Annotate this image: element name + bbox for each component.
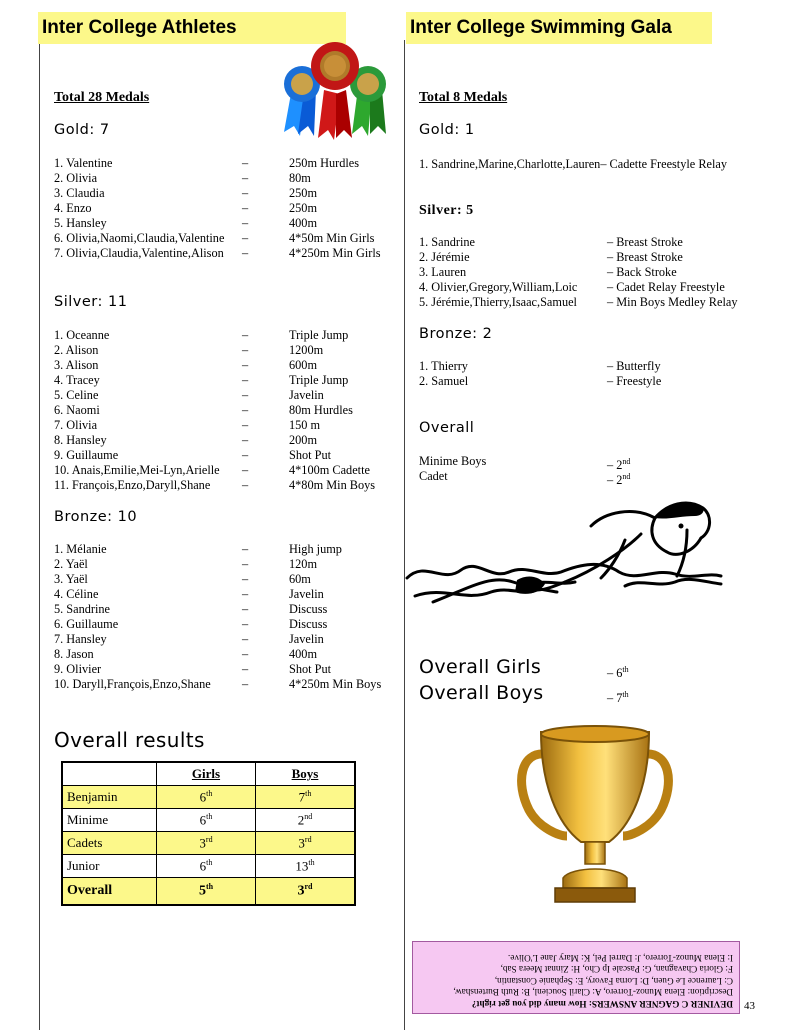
item-name: 9. Guillaume: [54, 448, 119, 462]
item-event: Shot Put: [289, 662, 332, 676]
list-item: [54, 602, 394, 617]
list-item: [54, 632, 394, 647]
list-item: [54, 246, 394, 261]
item-event: 4*100m Cadette: [289, 463, 370, 477]
item-dash: –: [242, 201, 249, 215]
list-item: [54, 617, 394, 632]
item-event: 1200m: [289, 343, 324, 357]
item-name: 4. Enzo: [54, 201, 92, 215]
item-event: – Freestyle: [607, 374, 662, 388]
item-dash: –: [242, 433, 249, 447]
list-item: [54, 231, 394, 246]
list-item: [419, 265, 749, 280]
item-name: 7. Olivia,Claudia,Valentine,Alison: [54, 246, 224, 260]
item-name: 8. Jason: [54, 647, 94, 661]
item-event: 4*250m Min Girls: [289, 246, 381, 260]
item-name: 6. Naomi: [54, 403, 100, 417]
list-item: [419, 235, 749, 250]
item-name: 6. Olivia,Naomi,Claudia,Valentine: [54, 231, 225, 245]
item-name: 8. Hansley: [54, 433, 107, 447]
item-name: 2. Olivia: [54, 171, 98, 185]
item-dash: –: [242, 216, 249, 230]
item-event: Discuss: [289, 602, 328, 616]
list-item: [54, 328, 394, 343]
item-name: 4. Tracey: [54, 373, 100, 387]
left-column-rule: [39, 40, 40, 1030]
item-event: – Back Stroke: [607, 265, 677, 279]
item-dash: –: [242, 557, 249, 571]
item-dash: –: [242, 231, 249, 245]
list-item: [54, 373, 394, 388]
overall-girls-value: – 6th: [607, 665, 629, 681]
swimming-bronze-heading: Bronze: 2: [419, 326, 493, 342]
item-dash: –: [242, 463, 249, 477]
table-row: [62, 809, 355, 832]
item-event: Discuss: [289, 617, 328, 631]
overall-boys-label: Overall Boys: [419, 682, 544, 704]
list-item: [54, 557, 394, 572]
item-name: 5. Jérémie,Thierry,Isaac,Samuel: [419, 295, 577, 309]
answers-line: F: Gloria Chavagnan, G: Pascale Ip Cho, H: Zinnat Meera Sab,: [500, 964, 733, 975]
item-event: 80m: [289, 171, 311, 185]
girls-cell: 5th: [157, 878, 256, 906]
item-event: 600m: [289, 358, 318, 372]
item-event: – Butterfly: [607, 359, 661, 373]
item-dash: –: [242, 572, 249, 586]
answers-line: DEVINER C GAGNER ANSWERS: How many did you get right?: [471, 999, 733, 1009]
item-dash: –: [242, 171, 249, 185]
item-event: 4*250m Min Boys: [289, 677, 382, 691]
item-name: 3. Lauren: [419, 265, 467, 279]
item-name: 9. Olivier: [54, 662, 102, 676]
list-item: [54, 358, 394, 373]
item-dash: –: [242, 358, 249, 372]
swimming-overall-heading: Overall: [419, 420, 475, 436]
item-dash: –: [242, 186, 249, 200]
list-item: [419, 280, 749, 295]
swimming-gold-heading: Gold: 1: [419, 122, 475, 138]
girls-cell: 6th: [157, 786, 256, 809]
item-event: – Min Boys Medley Relay: [607, 295, 738, 309]
list-item: [419, 250, 749, 265]
list-item: [419, 374, 749, 389]
item-name: 6. Guillaume: [54, 617, 119, 631]
athletes-bronze-heading: Bronze: 10: [54, 509, 138, 525]
list-item: [54, 186, 394, 201]
item-event: 120m: [289, 557, 318, 571]
list-item: [54, 171, 394, 186]
item-dash: –: [242, 343, 249, 357]
item-name: 11. François,Enzo,Daryll,Shane: [54, 478, 211, 492]
item-dash: –: [242, 403, 249, 417]
item-name: Cadet: [419, 469, 448, 483]
item-name: 2. Yaël: [54, 557, 88, 571]
item-event: Javelin: [289, 632, 324, 646]
answers-line: I: Elena Munoz-Torrero, J: Darrel Pel, K: Mary Jane L'Olive.: [507, 953, 733, 963]
list-item: [54, 201, 394, 216]
list-item: [54, 343, 394, 358]
girls-cell: 3rd: [157, 832, 256, 855]
item-event: – Breast Stroke: [607, 235, 683, 249]
item-name: 10. Anais,Emilie,Mei-Lyn,Arielle: [54, 463, 220, 477]
item-event: 150 m: [289, 418, 321, 432]
item-dash: –: [242, 448, 249, 462]
list-item: [419, 469, 679, 488]
item-name: 3. Claudia: [54, 186, 105, 200]
item-event: – Breast Stroke: [607, 250, 683, 264]
item-dash: –: [242, 617, 249, 631]
list-item: [54, 156, 394, 171]
list-item: [54, 587, 394, 602]
item-dash: –: [242, 328, 249, 342]
list-item: [54, 433, 394, 448]
overall-boys-value: – 7th: [607, 690, 629, 706]
item-name: 1. Valentine: [54, 156, 113, 170]
table-header-cell: [62, 762, 157, 786]
item-event: Javelin: [289, 388, 324, 402]
trophy-illustration: [515, 724, 675, 908]
item-event: Shot Put: [289, 448, 332, 462]
item-dash: –: [242, 647, 249, 661]
boys-cell: 3rd: [256, 832, 356, 855]
item-name: 2. Samuel: [419, 374, 469, 388]
item-event: Triple Jump: [289, 373, 349, 387]
swimming-total: Total 8 Medals: [419, 90, 508, 105]
item-event: High jump: [289, 542, 342, 556]
swimmer-illustration: [405, 490, 725, 620]
list-item: [54, 542, 394, 557]
item-value: – 2nd: [607, 472, 631, 488]
overall-results-table: [61, 761, 356, 906]
item-event: 80m Hurdles: [289, 403, 353, 417]
item-event: – Cadet Relay Freestyle: [607, 280, 725, 294]
item-name: 1. Oceanne: [54, 328, 110, 342]
girls-cell: 6th: [157, 855, 256, 878]
list-item: [54, 418, 394, 433]
athletes-silver-heading: Silver: 11: [54, 294, 128, 310]
item-event: 200m: [289, 433, 318, 447]
girls-cell: 6th: [157, 809, 256, 832]
row-label: Minime: [62, 809, 157, 832]
list-item: [419, 454, 679, 473]
item-dash: –: [242, 677, 249, 691]
list-item: [54, 647, 394, 662]
item-event: Javelin: [289, 587, 324, 601]
list-item: [54, 216, 394, 231]
row-label: Overall: [62, 878, 157, 906]
item-event: 250m Hurdles: [289, 156, 360, 170]
item-event: 4*50m Min Girls: [289, 231, 375, 245]
item-dash: –: [242, 542, 249, 556]
boys-cell: 2nd: [256, 809, 356, 832]
item-name: 1. Thierry: [419, 359, 468, 373]
row-label: Junior: [62, 855, 157, 878]
item-dash: –: [242, 373, 249, 387]
item-dash: –: [242, 478, 249, 492]
list-item: [54, 677, 394, 692]
item-event: 250m: [289, 186, 318, 200]
table-row: [62, 786, 355, 809]
table-header-cell: Girls: [157, 762, 256, 786]
item-event: 400m: [289, 647, 318, 661]
swimming-gold-line: 1. Sandrine,Marine,Charlotte,Lauren– Cadette Freestyle Relay: [419, 157, 728, 171]
list-item: [419, 295, 749, 310]
swimming-silver-heading: Silver: 5: [419, 203, 474, 218]
medals-illustration: [278, 40, 390, 140]
item-dash: –: [242, 246, 249, 260]
answers-line: C: Laurence Le Guen, D: Lorna Favory, E: Sephanie Constantin,: [494, 976, 733, 986]
list-item: [419, 359, 749, 374]
athletes-title: Inter College Athletes: [38, 12, 346, 44]
item-name: 4. Céline: [54, 587, 99, 601]
item-event: 250m: [289, 201, 318, 215]
item-name: Minime Boys: [419, 454, 487, 468]
swimming-title: Inter College Swimming Gala: [406, 12, 712, 44]
item-name: 1. Sandrine: [419, 235, 476, 249]
item-dash: –: [242, 418, 249, 432]
table-row: [62, 878, 355, 906]
item-name: 5. Sandrine: [54, 602, 111, 616]
item-dash: –: [242, 587, 249, 601]
row-label: Cadets: [62, 832, 157, 855]
item-name: 7. Hansley: [54, 632, 107, 646]
boys-cell: 3rd: [256, 878, 356, 906]
item-name: 5. Hansley: [54, 216, 107, 230]
item-name: 2. Jérémie: [419, 250, 470, 264]
list-item: [54, 572, 394, 587]
item-dash: –: [242, 662, 249, 676]
list-item: [54, 662, 394, 677]
athletes-total: Total 28 Medals: [54, 90, 150, 105]
table-header-row: [62, 762, 355, 786]
item-event: 60m: [289, 572, 311, 586]
item-value: – 2nd: [607, 457, 631, 473]
boys-cell: 13th: [256, 855, 356, 878]
item-name: 3. Yaël: [54, 572, 88, 586]
item-name: 1. Mélanie: [54, 542, 107, 556]
athletes-gold-heading: Gold: 7: [54, 122, 110, 138]
list-item: [54, 478, 394, 493]
answers-line: Description: Elena Munoz-Torrero, A: Claril Soucienl, B: Ruth Burtenshaw,: [453, 987, 733, 998]
item-dash: –: [242, 632, 249, 646]
item-dash: –: [242, 602, 249, 616]
overall-girls-label: Overall Girls: [419, 656, 542, 678]
item-name: 2. Alison: [54, 343, 99, 357]
table-row: [62, 855, 355, 878]
item-dash: –: [242, 388, 249, 402]
item-name: 4. Olivier,Gregory,William,Loic: [419, 280, 578, 294]
item-event: 4*80m Min Boys: [289, 478, 376, 492]
item-event: 400m: [289, 216, 318, 230]
table-row: [62, 832, 355, 855]
answers-box: [412, 941, 740, 1014]
list-item: [54, 463, 394, 478]
page-number: 43: [744, 1000, 755, 1012]
item-name: 7. Olivia: [54, 418, 98, 432]
list-item: [54, 388, 394, 403]
item-name: 5. Celine: [54, 388, 99, 402]
list-item: [54, 448, 394, 463]
item-dash: –: [242, 156, 249, 170]
item-name: 3. Alison: [54, 358, 99, 372]
boys-cell: 7th: [256, 786, 356, 809]
item-name: 10. Daryll,François,Enzo,Shane: [54, 677, 211, 691]
list-item: [54, 403, 394, 418]
row-label: Benjamin: [62, 786, 157, 809]
table-header-cell: Boys: [256, 762, 356, 786]
overall-results-heading: Overall results: [54, 728, 205, 752]
item-event: Triple Jump: [289, 328, 349, 342]
